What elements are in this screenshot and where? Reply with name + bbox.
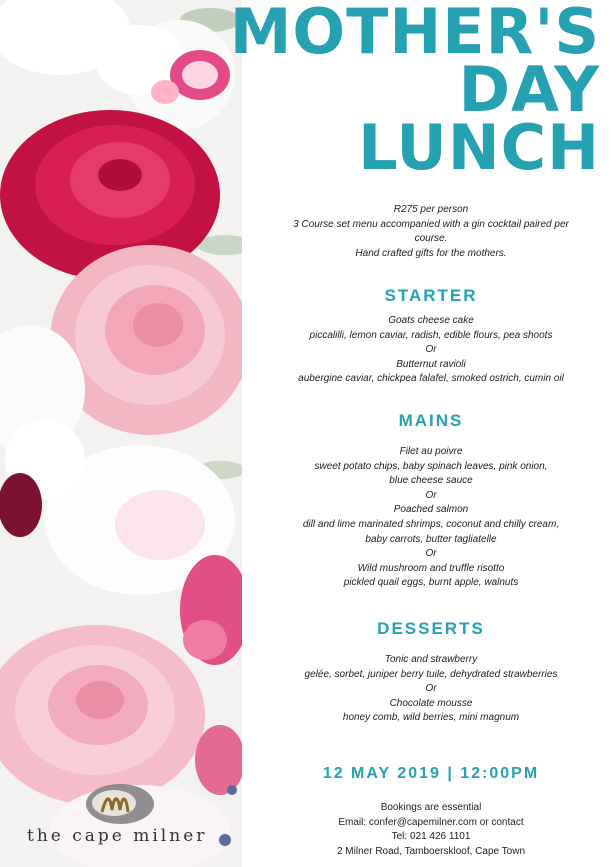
mains-line: Or (425, 489, 437, 501)
cape-milner-logo (22, 782, 222, 852)
mains-line: Filet au poivre (399, 446, 463, 457)
desserts-line: honey comb, wild berries, mini magnum (342, 712, 520, 724)
contact-email: Email: confer@capemilner.com or contact (338, 816, 524, 828)
mains-heading: MAINS (398, 411, 464, 430)
mains-line: dill and lime marinated shrimps, coconut and chilly cream, (302, 518, 560, 530)
booking-info (252, 801, 610, 859)
desserts-line: Chocolate mousse (389, 697, 473, 709)
intro-desc-line-1: 3 Course set menu accompanied with a gin cocktail paired per (293, 218, 569, 230)
starter-line: Goats cheese cake (388, 315, 474, 326)
desserts-line: Tonic and strawberry (384, 654, 478, 665)
mains-line: Poached salmon (393, 504, 469, 516)
mains-line: sweet potato chips, baby spinach leaves, pink onion, (314, 460, 548, 472)
title-line-3: LUNCH (358, 111, 600, 184)
starter-line: piccalilli, lemon caviar, radish, edible flours, pea shoots (309, 329, 553, 341)
desserts-line: Or (425, 683, 437, 695)
desserts-line: gelée, sorbet, juniper berry tuile, dehydrated strawberries (304, 668, 558, 680)
logo-emblem-icon (84, 782, 156, 826)
starter-line: Butternut ravioli (396, 358, 466, 370)
intro-block (252, 203, 610, 261)
mains-line: Wild mushroom and truffle risotto (357, 562, 505, 574)
mains-line: Or (425, 548, 437, 560)
starter-line: Or (425, 344, 437, 356)
mains-line: blue cheese sauce (389, 475, 473, 487)
mains-line: pickled quail eggs, burnt apple, walnuts (343, 577, 519, 589)
page-title (229, 0, 600, 184)
intro-gifts: Hand crafted gifts for the mothers. (355, 247, 507, 259)
menu-content (229, 0, 610, 867)
mains-line: baby carrots, butter tagliatelle (365, 533, 497, 545)
address: 2 Milner Road, Tamboerskloof, Cape Town (336, 845, 526, 857)
contact-phone: Tel: 021 426 1101 (391, 831, 471, 843)
event-date: 12 MAY 2019 | 12:00PM (322, 765, 540, 782)
intro-desc-line-2: course. (414, 233, 448, 245)
starter-list (252, 314, 610, 387)
mains-list (252, 445, 610, 591)
price-text: R275 per person (393, 204, 469, 215)
title-line-2: DAY (458, 53, 600, 126)
starter-heading: STARTER (384, 286, 478, 305)
logo-text: the cape milner (27, 826, 208, 846)
desserts-list (252, 653, 610, 726)
desserts-heading: DESSERTS (377, 619, 485, 638)
bookings-note: Bookings are essential (380, 802, 482, 813)
floral-decoration (0, 0, 242, 867)
starter-line: aubergine caviar, chickpea falafel, smoked ostrich, cumin oil (298, 373, 564, 385)
title-line-1: MOTHER'S (229, 0, 600, 68)
